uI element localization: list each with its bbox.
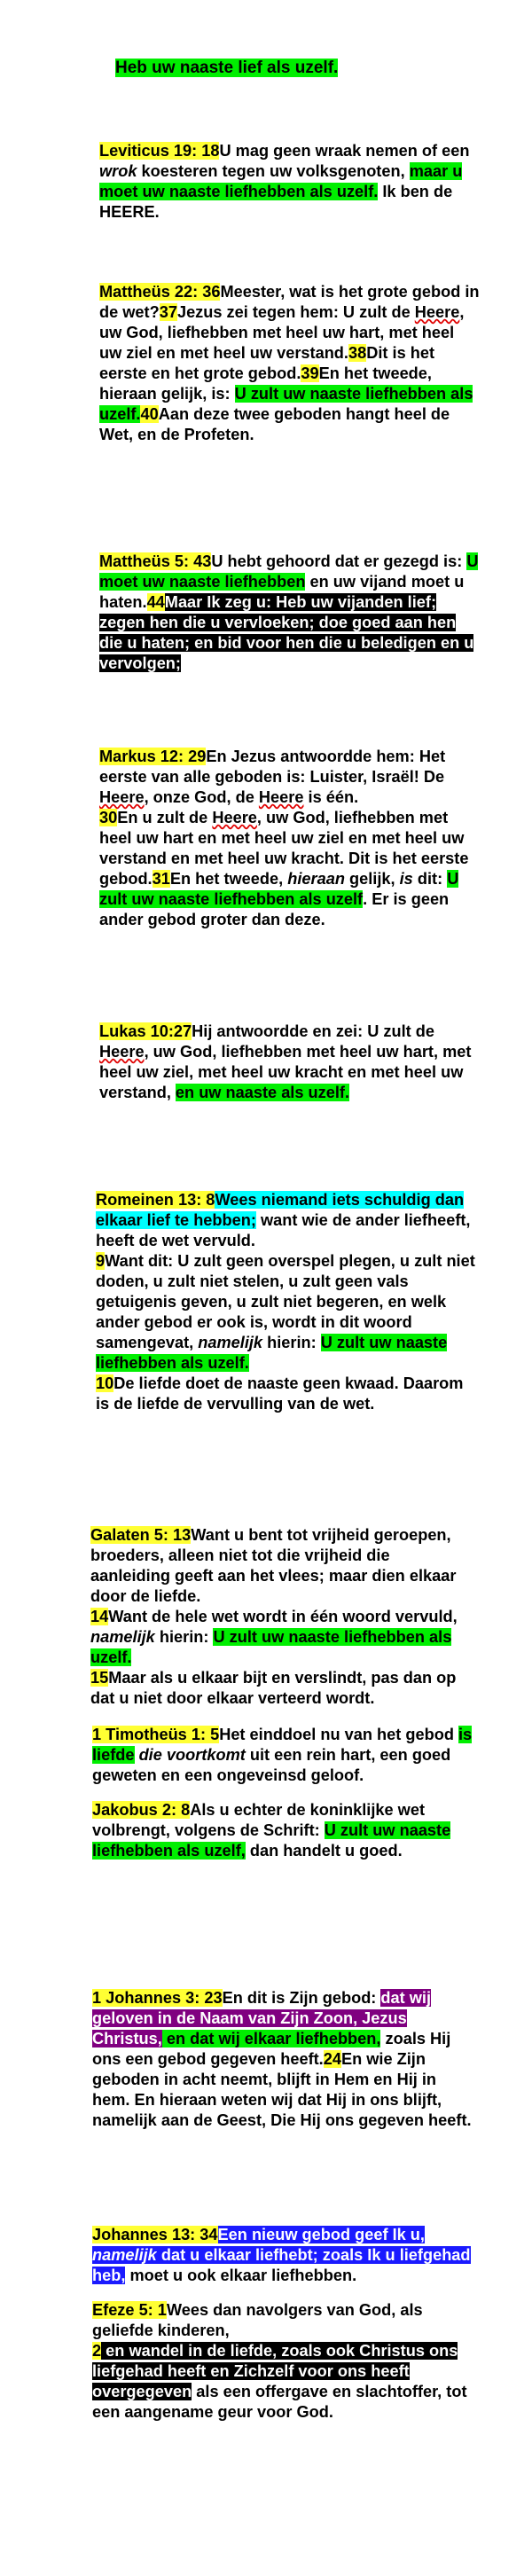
verse-number: 39 [301,364,319,382]
verse-text: , uw God, liefhebben met heel uw hart, met heel uw ziel en met heel uw verstand. [99,303,465,362]
verse-ref: 1 Johannes 3: 23 [92,1989,223,2007]
highlight-new-commandment-italic: namelijk [92,2246,157,2264]
passage-romeinen [96,1190,477,1414]
verse-ref: Jakobus 2: 8 [92,1801,191,1819]
verse-text: Want de hele wet wordt in één woord vervuld, [108,1608,458,1625]
verse-text: . Er is geen ander gebod groter dan deze. [99,890,450,928]
verse-ref: Romeinen 13: 8 [96,1191,215,1209]
highlight-believe-name: dat wij geloven in de Naam van Zijn Zoon, Jezus Christus, [92,1989,432,2047]
highlight-love-neighbour: U moet uw naaste liefhebben [99,552,479,591]
highlight-love-one-another: en dat wij elkaar liefhebben, [161,2030,381,2047]
verse-text: Hij antwoordde en zei: U zult de [192,1022,434,1040]
word-heere: Heere [99,1043,145,1061]
verse-number: 40 [140,405,159,423]
passage-galaten [90,1525,472,1709]
passage-timotheus [92,1725,473,1861]
verse-number: 10 [96,1374,114,1392]
verse-text: U hebt gehoord dat er gezegd is: [211,552,467,570]
passage-markus [99,747,481,930]
verse-text: En dit is Zijn gebod: [222,1989,381,2007]
highlight-love-neighbour: U zult uw naaste liefhebben als uzelf. [96,1334,448,1372]
passage-1-johannes [92,1988,473,2131]
passage-mattheus-5 [99,552,481,674]
word-heere: Heere [414,303,460,321]
verse-text: En het tweede, [169,870,288,888]
verse-number: 15 [90,1669,109,1687]
verse-text: hierin: [262,1334,321,1351]
page-title [115,59,338,78]
verse-number: 30 [99,809,118,826]
verse-text: Het einddoel nu van het gebod [219,1726,458,1743]
verse-ref: Lukas 10:27 [99,1022,192,1040]
verse-text: koesteren tegen uw volksgenoten, [137,162,410,180]
verse-text: , onze God, de [144,788,259,806]
highlight-love-neighbour: en uw naaste als uzelf. [175,1084,350,1101]
highlight-owe-love: Wees niemand iets schuldig dan elkaar lief te hebben; [96,1191,465,1229]
verse-text: dit: [412,870,448,888]
passage-johannes-13 [92,2225,473,2423]
highlight-love-enemies: Maar Ik zeg u: Heb uw vijanden lief; zegen hen die u vervloeken; doe goed aan hen die u haten; en bid voor hen die u beledigen en u vervolgen; [99,593,474,672]
passage-mattheus-22 [99,282,481,445]
verse-number: 24 [323,2050,341,2068]
verse-text: En u zult de [117,809,213,826]
verse-ref: Galaten 5: 13 [90,1526,192,1544]
highlight-new-commandment: Een nieuw gebod geef Ik u, [217,2226,425,2243]
passage-leviticus [99,141,481,223]
highlight-love-neighbour: U zult uw naaste liefhebben als uzelf. [90,1628,452,1666]
verse-text-italic: wrok [99,162,137,180]
verse-number: 37 [159,303,177,321]
passage-lukas [99,1022,481,1103]
verse-text-italic: namelijk [90,1628,155,1646]
verse-number: 2 [92,2342,102,2360]
verse-text: moet u ook elkaar liefhebben. [125,2267,357,2284]
verse-text: Maar als u elkaar bijt en verslindt, pas dan op dat u niet door elkaar verteerd wordt. [90,1669,457,1707]
verse-ref: Markus 12: 29 [99,748,207,765]
verse-text: Dit is het eerste en het grote gebod. [99,344,435,382]
verse-text: , uw God, liefhebben met heel uw hart, met heel uw ziel, met heel uw kracht en met heel uw verstand, [99,1043,472,1101]
verse-ref: Mattheüs 5: 43 [99,552,212,570]
verse-text: dan handelt u goed. [245,1842,403,1860]
verse-ref: Mattheüs 22: 36 [99,283,221,301]
title-text: Heb uw naaste lief als uzelf. [115,59,339,77]
verse-text-italic: hieraan [287,870,345,888]
verse-text: gelijk, [344,870,400,888]
verse-text: En wie Zijn geboden in acht neemt, blijft in Hem en Hij in hem. En hieraan weten wij dat Hij in ons blijft, namelijk aan de Geest, Die Hij ons gegeven heeft. [92,2050,472,2129]
verse-text: en uw vijand moet u haten. [99,573,465,611]
verse-text-italic: is [399,870,413,888]
verse-text-italic: namelijk [198,1334,263,1351]
verse-text: als een offergave en slachtoffer, tot een aangename geur voor God. [92,2383,467,2421]
word-heere: Heere [99,788,145,806]
verse-text: U mag geen wraak nemen of een [219,142,470,160]
verse-text: Jezus zei tegen hem: U zult de [176,303,415,321]
verse-text: , uw God, liefhebben met heel uw hart en met heel uw ziel en met heel uw verstand en met heel uw kracht. Dit is het eerste gebod. [99,809,469,888]
highlight-love-neighbour: U zult uw naaste liefhebben als uzelf [99,870,459,908]
highlight-love-neighbour: U zult uw naaste liefhebben als uzelf. [99,385,473,423]
verse-text: is één. [303,788,359,806]
verse-text: zoals Hij ons een gebod gegeven heeft. [92,2030,451,2068]
verse-ref: 1 Timotheüs 1: 5 [92,1726,220,1743]
verse-text: De liefde doet de naaste geen kwaad. Daarom is de liefde de vervulling van de wet. [96,1374,464,1413]
verse-text: Aan deze twee geboden hangt heel de Wet, en de Profeten. [99,405,450,443]
word-heere: Heere [212,809,257,826]
highlight-love: is liefde [92,1726,473,1764]
highlight-love-neighbour: maar u moet uw naaste liefhebben als uzelf. [99,162,463,200]
verse-number: 9 [96,1252,106,1270]
verse-text: Ik ben de HEERE. [99,183,453,221]
highlight-new-commandment: dat u elkaar liefhebt; zoals Ik u liefgehad heb, [92,2246,471,2284]
verse-text: uit een rein hart, een goed geweten en een ongeveinsd geloof. [92,1746,451,1784]
verse-number: 38 [348,344,367,362]
verse-text: hierin: [154,1628,214,1646]
verse-text: En Jezus antwoordde hem: Het eerste van alle geboden is: Luister, Israël! De [99,748,446,786]
verse-number: 14 [90,1608,109,1625]
verse-ref: Leviticus 19: 18 [99,142,220,160]
verse-number: 44 [146,593,165,611]
highlight-love-neighbour: U zult uw naaste liefhebben als uzelf, [92,1821,451,1860]
verse-text: Want dit: U zult geen overspel plegen, u zult niet doden, u zult niet stelen, u zult geen vals getuigenis geven, u zult niet begeren, en welk ander gebod er ook is, wordt in dit woord samengevat, [96,1252,475,1351]
verse-text-italic: die voortkomt [134,1746,246,1764]
highlight-walk-in-love: en wandel in de liefde, zoals ook Christus ons liefgehad heeft en Zichzelf voor ons heeft overgegeven [92,2342,458,2400]
word-heere: Heere [258,788,304,806]
verse-ref: Johannes 13: 34 [92,2226,218,2243]
verse-text: En het tweede, hieraan gelijk, is: [99,364,432,403]
verse-number: 31 [152,870,170,888]
verse-text: Als u echter de koninklijke wet volbrengt, volgens de Schrift: [92,1801,425,1839]
verse-ref: Efeze 5: 1 [92,2301,167,2319]
verse-text: Want u bent tot vrijheid geroepen, broeders, alleen niet tot die vrijheid die aanleiding geeft aan het vlees; maar dien elkaar door de liefde. [90,1526,457,1605]
verse-text: Meester, wat is het grote gebod in de wet? [99,283,480,321]
verse-text: Wees dan navolgers van God, als geliefde kinderen, [92,2301,423,2339]
verse-text: want wie de ander liefheeft, heeft de wet vervuld. [96,1211,471,1249]
